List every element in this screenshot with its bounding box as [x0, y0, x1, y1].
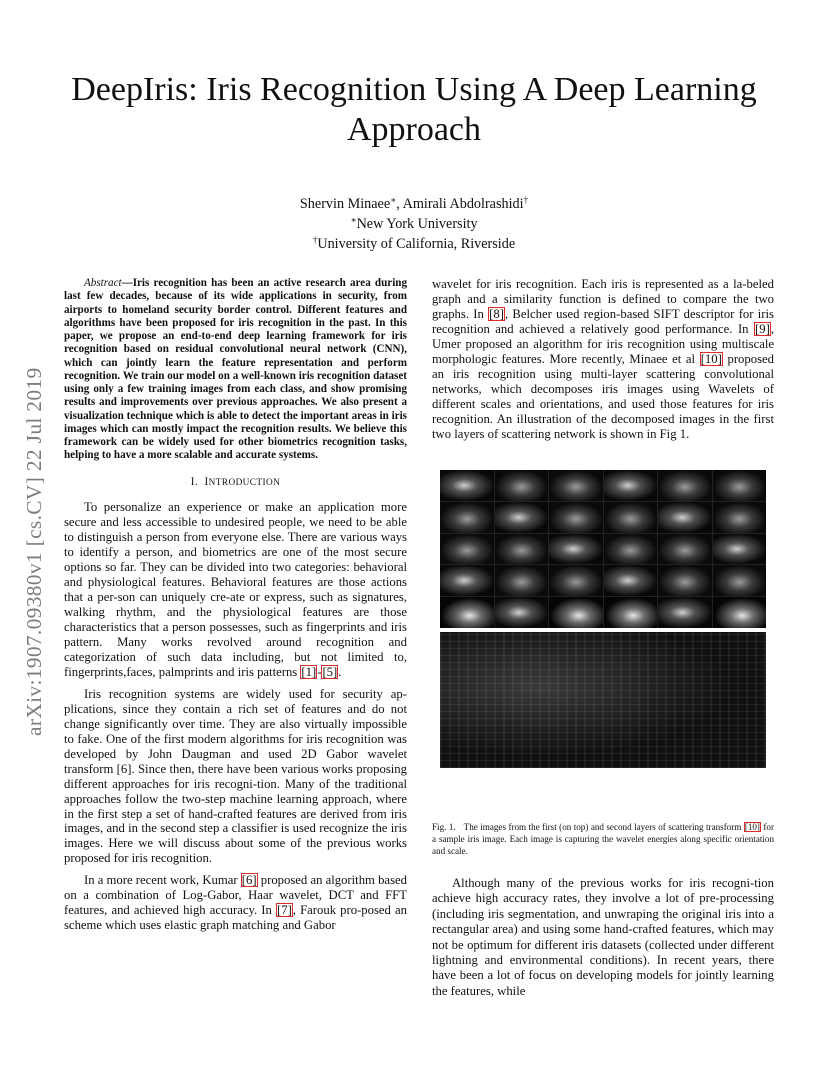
- scatter-tile: [549, 597, 603, 628]
- intro-paragraph-2: Iris recognition systems are widely used for security ap-plications, since they contain a rich set of features and do not change significantly over time. They are also virtually impossible to fake. One of the first modern algorithms for iris recognition was developed by John Daugman and used 2D Gabor wavelet transform [6]. Since then, there have been various works proposing different approaches for iris recogni-tion. Many of the traditional approaches follow the two-step machine learning approach, where in the first step a set of hand-crafted features are derived from iris images, and in the second step a classifier is used recognize the iris images. Here we will discuss about some of the previous works proposed for iris recognition.: [64, 686, 407, 866]
- intro-p1-text: To personalize an experience or make an application more secure and less accessible to undesired people, we need to be able to distinguish a person from everyone else. There are various ways to identify a person, and biometrics are one of the most secure options so far. They can be divided into two categories: behavioral and physiological features. Behavioral features are those actions that a per-son can uniquely cre-ate or express, such as signatures, walking rhythm, and the physiological features are those characteristics that a person possesses, such as fingerprints and iris pattern. Many works revolved around recognition and categorization of such data including, but not limited to, fingerprints,faces, palmprints and iris patterns: [64, 500, 407, 679]
- affiliation-2-text: University of California, Riverside: [317, 236, 516, 252]
- scatter-tile: [604, 597, 658, 628]
- scatter-tile: [495, 470, 549, 501]
- scatter-tile: [440, 534, 494, 565]
- scatter-tile: [604, 502, 658, 533]
- abstract: [64, 277, 407, 463]
- scatter-tile: [495, 502, 549, 533]
- scatter-tile: [713, 597, 767, 628]
- affiliation-1: [200, 214, 628, 234]
- related-text-c: , Umer proposed an algorithm for iris recognition using multiscale morphologic features. More recently, Minaee et al: [432, 321, 774, 366]
- scatter-tile: [713, 534, 767, 565]
- section-title-initial: I: [204, 475, 209, 488]
- scatter-tile: [549, 470, 603, 501]
- affiliation-2-mark: †: [312, 235, 318, 245]
- paper-title: DeepIris: Iris Recognition Using A Deep Learning Approach: [71, 71, 757, 148]
- scattering-layer-1-grid: [440, 470, 766, 628]
- section-title-rest: NTRODUCTION: [208, 477, 281, 488]
- scatter-tile: [549, 502, 603, 533]
- intro-p3-text-a: In a more recent work, Kumar: [84, 873, 241, 888]
- intro-p3-text-c: , Farouk pro-posed an scheme which uses elastic graph matching and Gabor: [64, 903, 407, 933]
- caption-text-a: The images from the first (on top) and second layers of scattering transform: [463, 822, 744, 832]
- scatter-tile: [440, 565, 494, 596]
- scatter-tile: [713, 565, 767, 596]
- motivation-paragraph: Although many of the previous works for iris recogni-tion achieve high accuracy rates, they involve a lot of pre-processing (including iris segmentation, and unwraping the original iris into a rectangular area) and using some hand-crafted features, which may not be optimum for different iris datasets (collected under different lightning and environmental conditions). In recent years, there have been a lot of focus on developing models for jointly learning the features, while: [432, 876, 774, 998]
- affiliation-1-mark: ∗: [350, 215, 357, 225]
- related-text-a: wavelet for iris recognition. Each iris is represented as a la-beled graph and a similarity function is defined to compare the two graphs. In: [432, 277, 774, 321]
- figure-1-caption: [432, 821, 774, 857]
- scatter-tile: [604, 534, 658, 565]
- author-2: , Amirali Abdolrashidi: [396, 196, 524, 212]
- related-work-paragraph: [432, 277, 774, 441]
- scatter-tile: [658, 597, 712, 628]
- related-text-d: proposed an iris recognition using multi-layer scattering convolutional networks, which decomposes iris images using Wavelets of different scales and orientations, and used those features for iris recognition. An illustration of the decomposed images in the first two layers of scattering network is shown in Fig 1.: [432, 351, 774, 441]
- scatter-tile: [549, 565, 603, 596]
- scattering-layer-2-grid: [440, 632, 766, 768]
- abstract-text: —Iris recognition has been an active research area during last few decades, because of its wide applications in security, from airports to homeland security border control. Different features and algorithms have been proposed for iris recognition in the past. In this paper, we propose an end-to-end deep learning framework for iris recognition based on residual convolutional neural network (CNN), which can jointly learn the feature representation and perform recognition. We train our model on a well-known iris recognition dataset using only a few training images from each class, and show promising results and improvements over previous approaches. We also present a visualization technique which is able to detect the important areas in iris images which can mostly impact the recognition results. We believe this framework can be widely used for other biometrics recognition tasks, helping to have a more scalable and accurate systems.: [64, 277, 407, 462]
- citation-link-10[interactable]: [10]: [700, 351, 722, 366]
- intro-paragraph-1: [64, 500, 407, 679]
- scatter-tile: [440, 470, 494, 501]
- citation-link-6[interactable]: [6]: [241, 873, 257, 888]
- section-heading-introduction: [64, 475, 407, 491]
- scatter-tile: [658, 470, 712, 501]
- scatter-tile: [658, 502, 712, 533]
- intro-paragraph-3: [64, 873, 407, 933]
- intro-p3-text-b: proposed an algorithm based on a combination of Log-Gabor, Haar wavelet, DCT and FFT features, and achieved high accuracy. In: [64, 873, 407, 918]
- scatter-tile: [604, 565, 658, 596]
- caption-text-b: for a sample iris image. Each image is capturing the wavelet energies along specific orientation and scale.: [432, 822, 775, 856]
- scatter-tile: [713, 470, 767, 501]
- citation-link-5[interactable]: [5]: [322, 664, 338, 679]
- author-2-mark: †: [523, 195, 529, 205]
- author-1: Shervin Minaee: [299, 196, 391, 212]
- section-number: I.: [190, 475, 199, 488]
- related-text-b: , Belcher used region-based SIFT descriptor for iris recognition and achieved a relatively good performance. In: [432, 306, 774, 336]
- right-column-bottom: [432, 876, 774, 999]
- scatter-tile: [440, 502, 494, 533]
- intro-p1-end: .: [338, 664, 342, 679]
- citation-link-9[interactable]: [9]: [755, 321, 770, 336]
- affiliation-2: [200, 234, 628, 254]
- scatter-tile: [604, 470, 658, 501]
- author-1-mark: ∗: [390, 195, 397, 205]
- abstract-label: Abstract: [84, 277, 122, 289]
- scatter-tile: [440, 597, 494, 628]
- scatter-tile: [495, 534, 549, 565]
- arxiv-stamp: arXiv:1907.09380v1 [cs.CV] 22 Jul 2019: [22, 367, 46, 736]
- figure-1-scattering-images: [440, 470, 766, 770]
- right-column-top: [432, 277, 774, 441]
- scatter-tile: [713, 502, 767, 533]
- scatter-tile: [495, 597, 549, 628]
- scatter-tile: [658, 565, 712, 596]
- citation-link-1[interactable]: [1]: [301, 664, 317, 679]
- scatter-tile: [658, 534, 712, 565]
- author-names: [200, 194, 628, 214]
- caption-citation-link-10[interactable]: [10]: [744, 822, 760, 832]
- citation-dash: -: [317, 664, 322, 679]
- scatter-tile: [549, 534, 603, 565]
- citation-link-8[interactable]: [8]: [489, 306, 504, 321]
- scatter-tile: [495, 565, 549, 596]
- author-block: [200, 194, 628, 254]
- citation-link-7[interactable]: [7]: [277, 903, 292, 918]
- affiliation-1-text: New York University: [356, 216, 478, 232]
- left-column: [64, 277, 407, 933]
- figure-label: Fig. 1.: [432, 822, 456, 832]
